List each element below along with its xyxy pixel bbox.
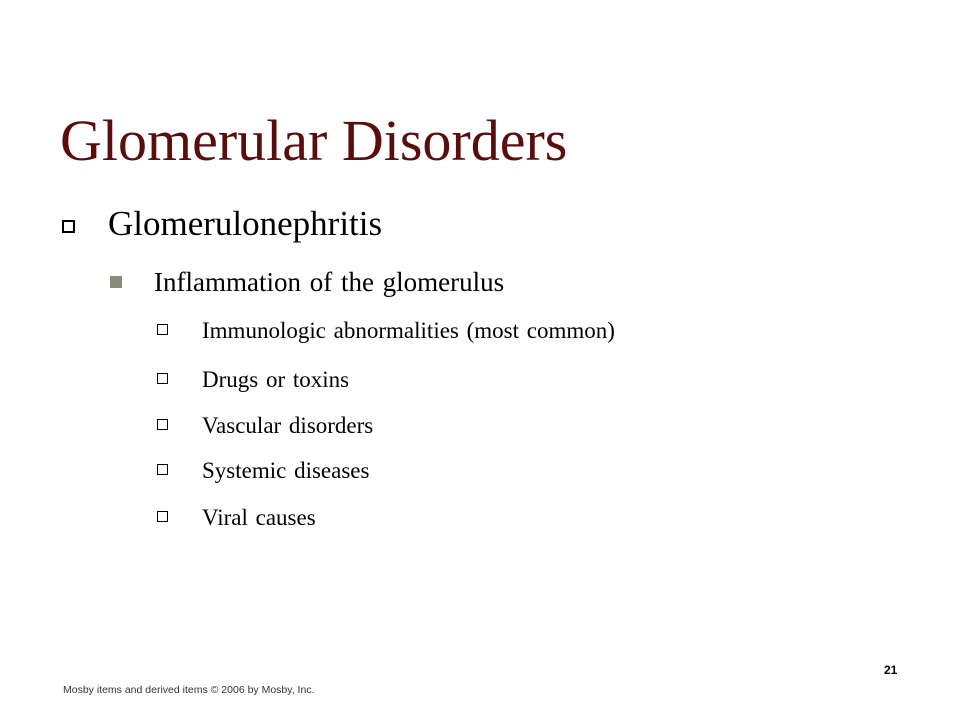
hollow-square-icon [157,511,168,522]
bullet-level2-inflammation: Inflammation of the glomerulus [154,267,505,297]
solid-square-icon [110,276,122,288]
bullet-level3-item: Systemic diseases [202,458,370,483]
bullet-level1-glomerulonephritis: Glomerulonephritis [108,204,383,243]
bullet-level3-item: Vascular disorders [202,413,374,438]
hollow-square-icon [157,419,168,430]
hollow-square-icon [62,220,75,233]
hollow-square-icon [157,373,168,384]
hollow-square-icon [157,464,168,475]
bullet-level3-item: Drugs or toxins [202,367,350,392]
hollow-square-icon [157,324,168,335]
bullet-level3-item: Viral causes [202,505,316,530]
copyright-footer: Mosby items and derived items © 2006 by Mosby, Inc. [63,684,315,696]
page-number: 21 [884,663,898,677]
slide-title: Glomerular Disorders [60,108,568,173]
bullet-level3-item: Immunologic abnormalities (most common) [202,318,615,343]
